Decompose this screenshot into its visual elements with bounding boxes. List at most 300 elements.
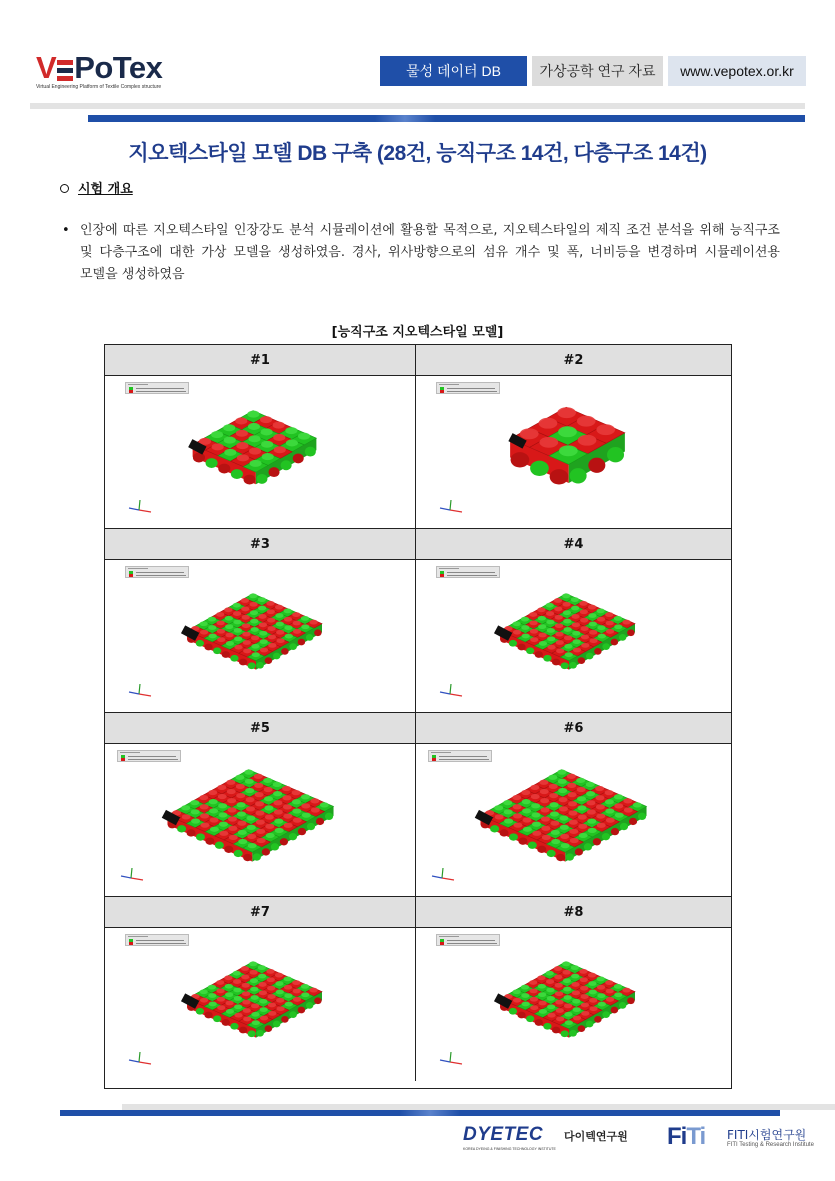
yarn-end <box>543 655 551 662</box>
yarn-end <box>289 1011 297 1018</box>
yarn-crown <box>513 822 522 827</box>
yarn-crown <box>538 624 546 629</box>
yarn-end <box>509 833 518 840</box>
yarn-crown <box>513 998 521 1003</box>
yarn-end <box>298 639 306 646</box>
vepotex-logo[interactable] <box>36 52 176 92</box>
yarn-crown <box>563 619 571 624</box>
woven-model <box>508 407 625 484</box>
yarn-crown <box>538 1001 546 1006</box>
yarn-crown <box>576 778 585 783</box>
yarn-end <box>307 823 315 830</box>
yarn-end <box>561 662 569 669</box>
model-image <box>416 928 731 1081</box>
yarn-crown <box>241 975 249 980</box>
logo-wordmark: V PoTex <box>36 50 163 85</box>
yarn-end <box>566 853 574 860</box>
yarn-crown <box>548 775 557 780</box>
yarn-crown <box>218 803 227 808</box>
yarn-crown <box>547 636 555 641</box>
yarn-crown <box>578 435 597 446</box>
yarn-crown <box>275 828 284 833</box>
yarn-crown <box>605 808 614 813</box>
yarn-crown <box>223 424 235 431</box>
axis-line <box>139 510 151 512</box>
yarn-end <box>215 842 224 849</box>
yarn-crown <box>532 812 541 817</box>
yarn-end <box>265 657 273 664</box>
yarn-crown <box>251 995 259 1000</box>
yarn-crown <box>247 411 259 418</box>
yarn-crown <box>549 784 558 789</box>
yarn-crown <box>226 1009 234 1014</box>
yarn-crown <box>633 802 642 807</box>
yarn-crown <box>589 630 597 635</box>
yarn-crown <box>248 423 260 430</box>
yarn-crown <box>539 1009 547 1014</box>
yarn-end <box>602 643 610 650</box>
yarn-end <box>306 634 314 641</box>
yarn-crown <box>301 616 309 621</box>
axis-line <box>432 876 442 878</box>
yarn-crown <box>273 791 282 796</box>
section-heading: 시험 개요 <box>60 178 133 197</box>
yarn-crown <box>554 966 562 971</box>
yarn-crown <box>522 634 530 639</box>
yarn-crown <box>622 620 630 625</box>
yarn-crown <box>572 990 580 995</box>
yarn-crown <box>605 612 613 617</box>
woven-model <box>162 770 334 862</box>
site-url-link[interactable]: www.vepotex.or.kr <box>668 56 806 86</box>
axis-line <box>450 1062 462 1064</box>
yarn-crown <box>504 818 513 823</box>
yarn-end <box>281 460 292 470</box>
yarn-crown <box>267 994 275 999</box>
yarn-crown <box>252 652 260 657</box>
yarn-end <box>528 842 537 849</box>
yarn-crown <box>273 422 285 429</box>
model-image <box>416 560 731 713</box>
yarn-crown <box>246 806 255 811</box>
yarn-crown <box>605 799 614 804</box>
yarn-crown <box>554 607 562 612</box>
yarn-crown <box>274 809 283 814</box>
yarn-crown <box>199 795 208 800</box>
yarn-crown <box>234 628 242 633</box>
yarn-crown <box>522 799 531 804</box>
yarn-crown <box>191 809 200 814</box>
yarn-end <box>535 1019 543 1026</box>
yarn-crown <box>550 802 559 807</box>
yarn-crown <box>258 606 266 611</box>
axis-line <box>440 1060 450 1062</box>
yarn-crown <box>589 1006 597 1011</box>
yarn-crown <box>563 978 571 983</box>
tab-virtual-engineering[interactable]: 가상공학 연구 자료 <box>532 56 663 86</box>
yarn-crown <box>589 638 597 643</box>
yarn-crown <box>254 783 263 788</box>
yarn-crown <box>559 797 568 802</box>
yarn-crown <box>208 790 217 795</box>
yarn-end <box>196 833 205 840</box>
yarn-crown <box>546 620 554 625</box>
axis-line <box>440 692 450 694</box>
yarn-crown <box>236 784 245 789</box>
yarn-end <box>325 813 333 820</box>
yarn-crown <box>200 630 208 635</box>
yarn-crown <box>559 815 568 820</box>
yarn-crown <box>560 834 569 839</box>
yarn-end <box>570 468 587 483</box>
fiti-tagline: FITI Testing & Research Institute <box>727 1142 814 1148</box>
yarn-crown <box>557 770 566 775</box>
yarn-crown <box>550 811 559 816</box>
yarn-end <box>213 647 221 654</box>
yarn-end <box>271 843 279 850</box>
yarn-crown <box>262 453 274 460</box>
yarn-crown <box>276 638 284 643</box>
yarn-crown <box>210 827 219 832</box>
yarn-crown <box>275 981 283 986</box>
yarn-crown <box>273 434 285 441</box>
yarn-crown <box>285 427 297 434</box>
yarn-crown <box>225 616 233 621</box>
yarn-end <box>550 469 569 484</box>
woven-model <box>181 593 322 669</box>
yarn-crown <box>309 988 317 993</box>
yarn-crown <box>249 970 257 975</box>
yarn-crown <box>264 787 273 792</box>
yarn-crown <box>606 989 614 994</box>
yarn-end <box>204 644 212 651</box>
yarn-crown <box>285 1002 293 1007</box>
yarn-end <box>602 1011 610 1018</box>
axis-line <box>139 1062 151 1064</box>
tab-property-db[interactable]: 물성 데이터 DB <box>380 56 527 86</box>
axes-triad-icon <box>119 866 147 884</box>
yarn-crown <box>225 1001 233 1006</box>
yarn-crown <box>513 630 521 635</box>
yarn-end <box>611 1007 619 1014</box>
yarn-end <box>298 828 306 835</box>
dyetec-logo[interactable] <box>463 1125 556 1155</box>
yarn-end <box>306 1002 314 1009</box>
yarn-crown <box>310 798 319 803</box>
yarn-crown <box>580 986 588 991</box>
yarn-crown <box>580 977 588 982</box>
yarn-crown <box>209 1002 217 1007</box>
yarn-crown <box>530 637 538 642</box>
yarn-crown <box>301 984 309 989</box>
yarn-crown <box>237 811 246 816</box>
yarn-crown <box>522 1002 530 1007</box>
yarn-crown <box>531 794 540 799</box>
yarn-end <box>517 1012 525 1019</box>
page-title: 지오텍스타일 모델 DB 구축 (28건, 능직구조 14건, 다층구조 14건) <box>128 142 707 165</box>
yarn-crown <box>495 814 504 819</box>
yarn-crown <box>251 644 259 649</box>
yarn-end <box>547 850 556 857</box>
yarn-crown <box>256 829 265 834</box>
yarn-crown <box>513 813 522 818</box>
yarn-crown <box>216 612 224 617</box>
yarn-crown <box>190 800 199 805</box>
yarn-crown <box>622 988 630 993</box>
yarn-crown <box>614 992 622 997</box>
yarn-crown <box>233 971 241 976</box>
yarn-crown <box>251 635 259 640</box>
yarn-crown <box>254 774 263 779</box>
yarn-crown <box>249 602 257 607</box>
woven-model <box>494 961 635 1037</box>
yarn-end <box>575 848 583 855</box>
yarn-crown <box>217 785 226 790</box>
axis-line <box>131 868 132 878</box>
yarn-crown <box>577 796 586 801</box>
yarn-end <box>230 655 238 662</box>
dyetec-name: 다이텍연구원 <box>564 1130 628 1143</box>
yarn-crown <box>521 617 529 622</box>
yarn-end <box>253 853 261 860</box>
yarn-crown <box>267 626 275 631</box>
model-table <box>104 344 732 1089</box>
yarn-crown <box>562 602 570 607</box>
yarn-crown <box>573 1016 581 1021</box>
model-image <box>416 376 731 529</box>
yarn-crown <box>224 607 232 612</box>
yarn-crown <box>242 623 250 628</box>
yarn-end <box>256 662 264 669</box>
table-caption: [능직구조 지오텍스타일 모델] <box>331 325 504 340</box>
yarn-end <box>543 1023 551 1030</box>
overview-paragraph: 인장에 따른 지오텍스타일 인장강도 분석 시뮬레이션에 활용할 목적으로, 지오텍스타일의 제직 조건 분석을 위해 능직구조 및 다층구조에 대한 가상 모델을 생성하였음. 경사, 위사방향으로의 섬유 개수 및 폭, 너비등을 변경하며 시뮬레이션용 모델을 생성하였음 <box>80 223 780 282</box>
yarn-crown <box>182 814 191 819</box>
yarn-crown <box>572 622 580 627</box>
yarn-crown <box>257 838 266 843</box>
yarn-crown <box>567 774 576 779</box>
yarn-crown <box>538 992 546 997</box>
yarn-crown <box>568 801 577 806</box>
yarn-crown <box>293 818 302 823</box>
yarn-crown <box>260 648 268 653</box>
yarn-crown <box>577 416 596 427</box>
yarn-crown <box>581 635 589 640</box>
yarn-crown <box>546 979 554 984</box>
yarn-crown <box>293 989 301 994</box>
yarn-crown <box>513 621 521 626</box>
yarn-crown <box>200 621 208 626</box>
yarn-crown <box>568 810 577 815</box>
yarn-end <box>248 662 256 669</box>
yarn-crown <box>258 974 266 979</box>
yarn-crown <box>233 611 241 616</box>
yarn-crown <box>217 637 225 642</box>
yarn-crown <box>588 981 596 986</box>
yarn-crown <box>284 608 292 613</box>
yarn-crown <box>309 620 317 625</box>
yarn-crown <box>285 634 293 639</box>
yarn-crown <box>597 608 605 613</box>
yarn-crown <box>209 808 218 813</box>
yarn-crown <box>245 788 254 793</box>
axis-line <box>131 878 143 880</box>
yarn-crown <box>521 985 529 990</box>
yarn-crown <box>237 454 249 461</box>
yarn-crown <box>577 787 586 792</box>
yarn-crown <box>255 801 264 806</box>
yarn-crown <box>538 616 546 621</box>
yarn-crown <box>237 821 246 826</box>
yarn-end <box>584 843 592 850</box>
yarn-crown <box>276 630 284 635</box>
yarn-crown <box>529 988 537 993</box>
yarn-crown <box>208 985 216 990</box>
yarn-crown <box>273 800 282 805</box>
yarn-crown <box>606 818 615 823</box>
yarn-end <box>526 1015 534 1022</box>
yarn-crown <box>547 645 555 650</box>
yarn-end <box>517 644 525 651</box>
yarn-end <box>638 813 646 820</box>
yarn-end <box>196 640 204 647</box>
yarn-crown <box>597 993 605 998</box>
yarn-crown <box>494 805 503 810</box>
yarn-crown <box>522 808 531 813</box>
model-header: #5 <box>105 713 416 744</box>
yarn-crown <box>224 437 236 444</box>
model-header: #8 <box>416 897 731 928</box>
model-header: #7 <box>105 897 416 928</box>
yarn-crown <box>208 993 216 998</box>
yarn-crown <box>212 443 224 450</box>
yarn-crown <box>260 416 272 423</box>
yarn-crown <box>250 460 262 467</box>
yarn-crown <box>236 430 248 437</box>
yarn-crown <box>224 449 236 456</box>
yarn-crown <box>276 990 284 995</box>
yarn-crown <box>274 819 283 824</box>
yarn-crown <box>261 441 273 448</box>
yarn-end <box>224 846 233 853</box>
model-header: #4 <box>416 529 731 560</box>
axis-line <box>139 1052 140 1062</box>
yarn-crown <box>547 1004 555 1009</box>
yarn-crown <box>219 821 228 826</box>
footer-divider-highlight <box>400 1110 460 1116</box>
yarn-crown <box>581 643 589 648</box>
yarn-end <box>273 653 281 660</box>
yarn-crown <box>562 593 570 598</box>
yarn-crown <box>597 617 605 622</box>
yarn-crown <box>246 815 255 820</box>
textile-render <box>105 744 416 897</box>
yarn-crown <box>564 644 572 649</box>
yarn-crown <box>228 826 237 831</box>
yarn-crown <box>556 649 564 654</box>
axis-line <box>442 868 443 878</box>
yarn-crown <box>266 969 274 974</box>
yarn-end <box>231 469 243 479</box>
yarn-end <box>289 643 297 650</box>
yarn-crown <box>236 442 248 449</box>
yarn-crown <box>558 426 577 437</box>
yarn-end <box>552 1027 560 1034</box>
yarn-crown <box>247 825 256 830</box>
yarn-crown <box>225 633 233 638</box>
yarn-crown <box>532 831 541 836</box>
model-image <box>105 560 416 713</box>
yarn-crown <box>266 833 275 838</box>
yarn-crown <box>597 985 605 990</box>
yarn-end <box>289 833 297 840</box>
yarn-end <box>213 1015 221 1022</box>
yarn-crown <box>265 814 274 819</box>
yarn-crown <box>242 632 250 637</box>
yarn-crown <box>546 971 554 976</box>
yarn-crown <box>623 798 632 803</box>
yarn-crown <box>251 1012 259 1017</box>
header-divider-grey <box>30 103 805 109</box>
yarn-crown <box>227 789 236 794</box>
yarn-crown <box>282 786 291 791</box>
yarn-crown <box>247 834 256 839</box>
yarn-crown <box>580 626 588 631</box>
yarn-crown <box>216 980 224 985</box>
yarn-crown <box>521 993 529 998</box>
yarn-crown <box>243 1008 251 1013</box>
yarn-end <box>537 846 546 853</box>
yarn-crown <box>228 807 237 812</box>
yarn-end <box>239 659 247 666</box>
yarn-crown <box>234 645 242 650</box>
yarn-crown <box>258 597 266 602</box>
yarn-crown <box>577 805 586 810</box>
yarn-crown <box>556 1017 564 1022</box>
yarn-crown <box>587 809 596 814</box>
yarn-crown <box>606 629 614 634</box>
yarn-crown <box>225 992 233 997</box>
woven-model <box>181 961 322 1037</box>
yarn-crown <box>598 1002 606 1007</box>
yarn-crown <box>550 821 559 826</box>
yarn-crown <box>571 606 579 611</box>
yarn-crown <box>540 789 549 794</box>
fiti-logo[interactable]: FiTi <box>667 1123 706 1150</box>
logo-equals-mark <box>57 58 73 80</box>
yarn-crown <box>597 976 605 981</box>
yarn-end <box>578 657 586 664</box>
yarn-crown <box>260 1016 268 1021</box>
yarn-crown <box>555 991 563 996</box>
yarn-crown <box>560 825 569 830</box>
yarn-crown <box>248 843 257 848</box>
yarn-end <box>594 1016 602 1023</box>
yarn-crown <box>586 791 595 796</box>
yarn-end <box>281 648 289 655</box>
yarn-crown <box>241 607 249 612</box>
yarn-crown <box>569 829 578 834</box>
yarn-end <box>243 854 252 861</box>
yarn-crown <box>233 603 241 608</box>
yarn-crown <box>557 407 576 418</box>
yarn-crown <box>504 809 513 814</box>
yarn-crown <box>539 641 547 646</box>
yarn-end <box>234 850 243 857</box>
yarn-crown <box>596 424 615 435</box>
yarn-crown <box>595 786 604 791</box>
yarn-end <box>593 838 601 845</box>
